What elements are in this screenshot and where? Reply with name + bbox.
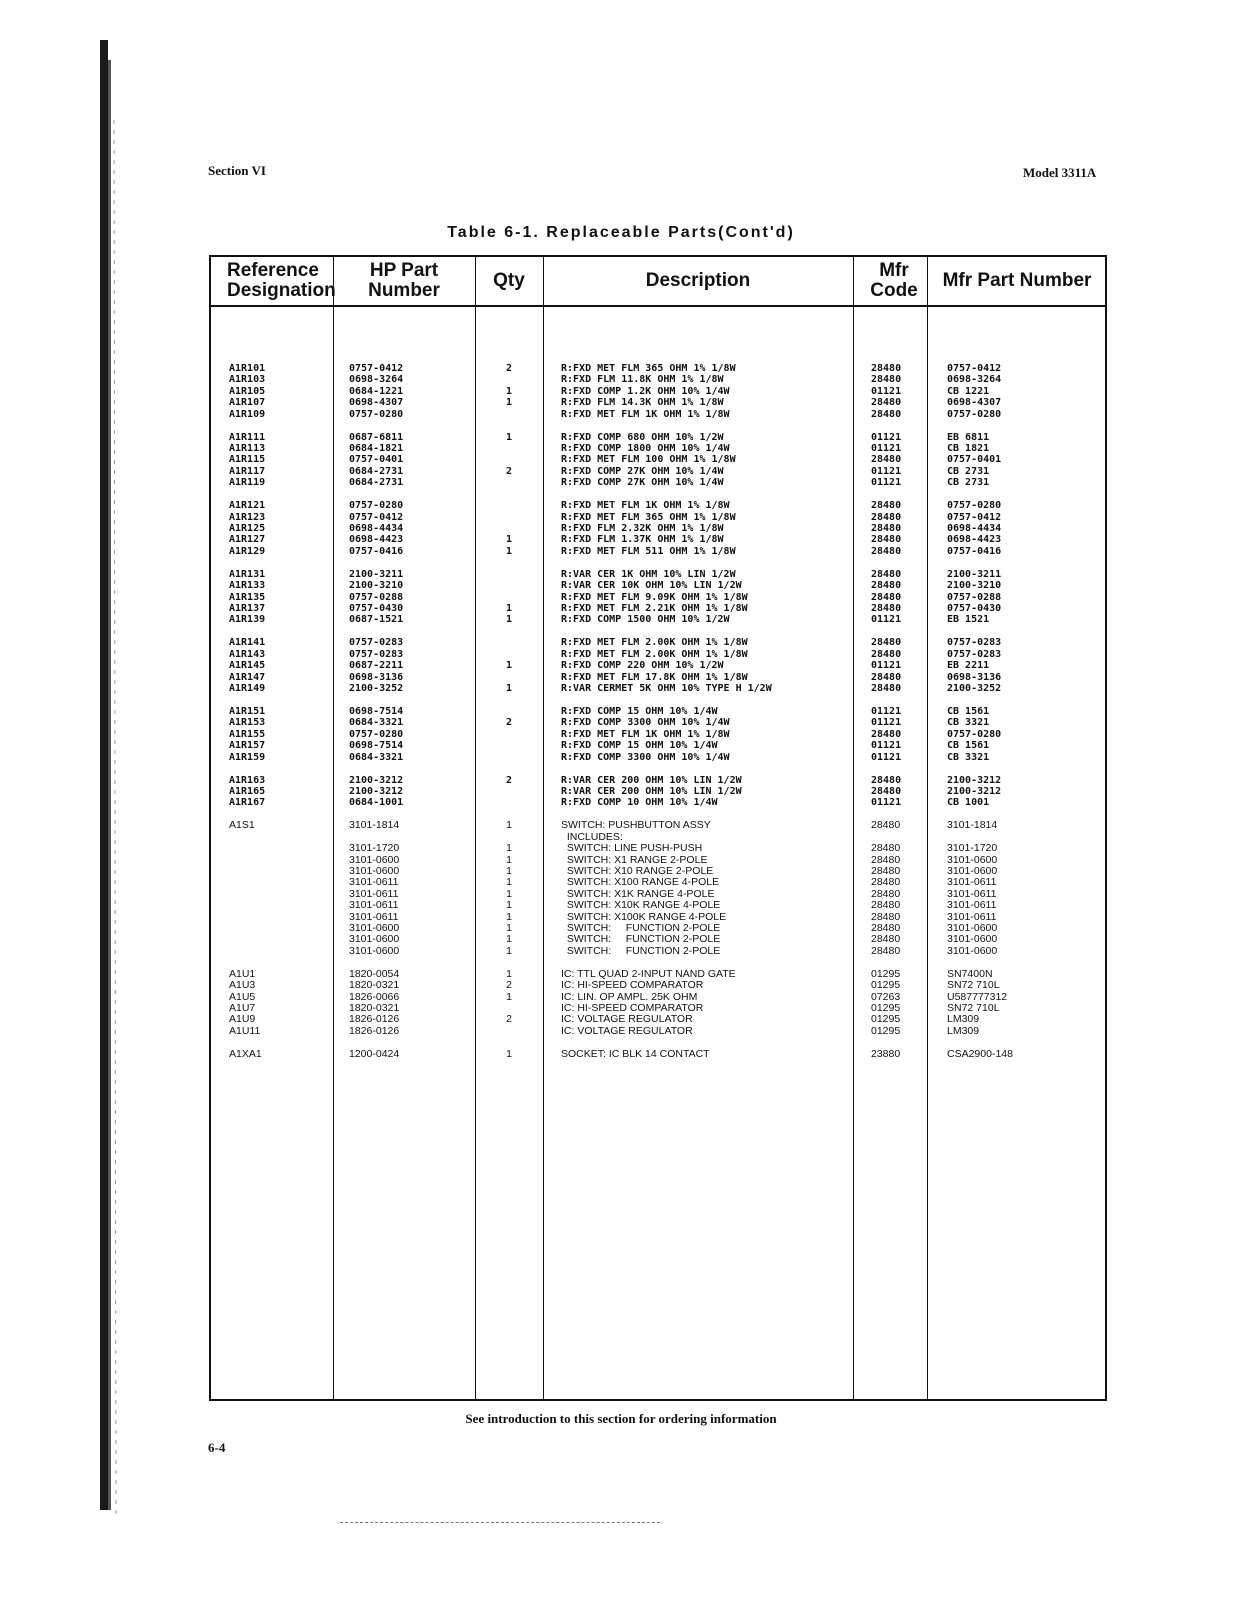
cell-hp: 3101-0600	[349, 865, 400, 877]
cell-ref: A1XA1	[229, 1047, 262, 1060]
cell-mfr: 01121	[871, 740, 902, 752]
cell-mfrpn: CB 3321	[947, 751, 990, 763]
cell-qty: 2	[505, 717, 513, 729]
cell-mfr: 01295	[871, 1013, 901, 1026]
cell-mfr: 23880	[871, 1047, 901, 1060]
cell-qty: 1	[506, 1047, 512, 1060]
cell-desc: R:VAR CER 200 OHM 10% LIN 1/2W	[561, 774, 742, 786]
cell-desc: IC: HI-SPEED COMPARATOR	[561, 1002, 704, 1014]
cell-mfrpn: 3101-0600	[947, 853, 998, 866]
cell-qty: 2	[506, 979, 512, 992]
cell-ref: A1R127	[229, 534, 266, 546]
cell-mfr: 01295	[871, 1024, 901, 1037]
cell-hp: 3101-0600	[349, 933, 400, 946]
cell-desc: R:FXD MET FLM 365 OHM 1% 1/8W	[561, 511, 736, 523]
cell-desc: SOCKET: IC BLK 14 CONTACT	[561, 1047, 710, 1060]
cell-hp: 3101-1814	[349, 819, 400, 832]
cell-ref: A1R123	[229, 511, 266, 523]
column-divider	[333, 257, 334, 1399]
cell-ref: A1R143	[229, 648, 266, 660]
cell-desc: R:VAR CERMET 5K OHM 10% TYPE H 1/2W	[561, 683, 772, 694]
table-title: Table 6-1. Replaceable Parts(Cont'd)	[447, 224, 795, 241]
cell-hp: 1200-0424	[349, 1047, 400, 1060]
cell-mfr: 01121	[871, 751, 902, 763]
cell-mfr: 28480	[871, 603, 902, 614]
cell-mfr: 28480	[871, 683, 902, 694]
scan-artifact	[340, 1522, 660, 1523]
cell-ref: A1R155	[229, 728, 266, 740]
cell-mfrpn: 3101-0611	[947, 876, 997, 889]
cell-mfrpn: SN72 710L	[947, 979, 1000, 992]
cell-desc: SWITCH: X1 RANGE 2-POLE	[561, 853, 708, 866]
cell-ref: A1R139	[229, 614, 266, 626]
cell-hp: 0757-0280	[349, 728, 404, 740]
cell-desc: R:VAR CER 1K OHM 10% LIN 1/2W	[561, 568, 736, 580]
cell-mfrpn: 3101-0600	[947, 865, 998, 877]
parts-table	[209, 255, 1107, 1401]
cell-mfr: 28480	[871, 637, 902, 649]
cell-mfr: 01121	[871, 385, 902, 397]
cell-mfrpn: CB 3321	[947, 717, 990, 729]
cell-mfrpn: 0757-0283	[947, 648, 1002, 660]
cell-mfr: 01121	[871, 717, 902, 729]
cell-mfrpn: 3101-0611	[947, 887, 997, 900]
cell-ref: A1R163	[229, 774, 266, 786]
cell-hp: 3101-0611	[349, 910, 399, 923]
cell-qty: 1	[506, 899, 512, 912]
cell-mfr: 28480	[871, 454, 902, 466]
cell-ref: A1R131	[229, 568, 266, 580]
cell-hp: 3101-0600	[349, 922, 400, 934]
cell-mfr: 01295	[871, 1002, 901, 1014]
cell-mfrpn: EB 2211	[947, 660, 990, 672]
cell-mfr: 28480	[871, 728, 902, 740]
cell-hp: 0757-0280	[349, 500, 404, 512]
cell-desc: SWITCH: X1K RANGE 4-POLE	[561, 887, 715, 900]
cell-mfr: 28480	[871, 500, 902, 512]
cell-desc: SWITCH: FUNCTION 2-POLE	[561, 922, 721, 934]
cell-desc: R:FXD COMP 10 OHM 10% 1/4W	[561, 797, 718, 809]
cell-mfrpn: 3101-0600	[947, 933, 998, 946]
cell-mfr: 01121	[871, 706, 902, 717]
cell-ref: A1R153	[229, 717, 266, 729]
cell-mfrpn: 0757-0288	[947, 591, 1002, 603]
cell-mfr: 28480	[871, 933, 901, 946]
cell-hp: 0757-0412	[349, 511, 404, 523]
cell-hp: 3101-1720	[349, 842, 400, 855]
cell-desc: SWITCH: X100K RANGE 4-POLE	[561, 910, 727, 923]
column-divider	[927, 257, 928, 1399]
cell-mfrpn: 3101-0611	[947, 899, 997, 912]
cell-qty: 1	[505, 660, 513, 672]
cell-ref: A1R159	[229, 751, 266, 763]
cell-ref: A1R109	[229, 408, 266, 420]
cell-hp: 0684-1221	[349, 385, 404, 397]
cell-mfr: 01121	[871, 660, 902, 672]
cell-mfr: 28480	[871, 944, 901, 957]
cell-mfr: 28480	[871, 853, 901, 866]
cell-hp: 0757-0283	[349, 637, 404, 649]
cell-mfrpn: SN7400N	[947, 967, 993, 980]
cell-mfrpn: 0757-0416	[947, 545, 1002, 557]
cell-mfr: 01295	[871, 967, 901, 980]
header-rule	[211, 305, 1105, 307]
cell-qty: 1	[506, 967, 512, 980]
cell-qty: 1	[505, 431, 513, 443]
cell-desc: R:FXD MET FLM 2.00K OHM 1% 1/8W	[561, 637, 748, 649]
cell-ref: A1U5	[229, 990, 256, 1003]
cell-ref: A1R151	[229, 706, 266, 717]
cell-mfrpn: EB 6811	[947, 431, 990, 443]
cell-mfrpn: U587777312	[947, 990, 1008, 1003]
cell-desc: R:FXD COMP 15 OHM 10% 1/4W	[561, 740, 718, 752]
cell-mfr: 28480	[871, 568, 902, 580]
cell-qty: 1	[506, 819, 512, 832]
cell-hp: 2100-3212	[349, 786, 404, 797]
cell-mfrpn: 0698-4307	[947, 397, 1002, 409]
cell-hp: 0757-0416	[349, 545, 404, 557]
cell-desc: R:FXD MET FLM 2.21K OHM 1% 1/8W	[561, 603, 748, 614]
cell-ref: A1R113	[229, 443, 266, 454]
cell-hp: 0687-1521	[349, 614, 404, 626]
cell-qty: 1	[505, 614, 513, 626]
cell-hp: 0698-4423	[349, 534, 404, 546]
cell-desc: R:VAR CER 200 OHM 10% LIN 1/2W	[561, 786, 742, 797]
cell-desc: R:VAR CER 10K OHM 10% LIN 1/2W	[561, 580, 742, 592]
cell-mfrpn: 2100-3210	[947, 580, 1002, 592]
cell-mfr: 28480	[871, 786, 902, 797]
cell-mfr: 07263	[871, 990, 901, 1003]
cell-mfrpn: 2100-3252	[947, 683, 1002, 694]
cell-mfrpn: 3101-0600	[947, 922, 998, 934]
cell-mfrpn: 3101-0600	[947, 944, 998, 957]
cell-hp: 3101-0611	[349, 887, 399, 900]
cell-desc: R:FXD COMP 1500 OHM 10% 1/2W	[561, 614, 730, 626]
cell-desc: R:FXD COMP 1.2K OHM 10% 1/4W	[561, 385, 730, 397]
cell-desc: R:FXD MET FLM 1K OHM 1% 1/8W	[561, 408, 730, 420]
cell-mfr: 28480	[871, 819, 901, 832]
cell-hp: 0757-0288	[349, 591, 404, 603]
cell-desc: R:FXD COMP 15 OHM 10% 1/4W	[561, 706, 718, 717]
cell-desc: R:FXD MET FLM 17.8K OHM 1% 1/8W	[561, 671, 748, 683]
cell-mfrpn: 0698-3136	[947, 671, 1002, 683]
cell-qty: 1	[506, 887, 512, 900]
cell-desc: R:FXD COMP 220 OHM 10% 1/2W	[561, 660, 724, 672]
cell-desc: R:FXD COMP 3300 OHM 10% 1/4W	[561, 751, 730, 763]
cell-mfrpn: 2100-3212	[947, 774, 1002, 786]
cell-mfrpn: 3101-1720	[947, 842, 998, 855]
cell-desc: IC: TTL QUAD 2-INPUT NAND GATE	[561, 967, 736, 980]
cell-mfr: 28480	[871, 842, 901, 855]
cell-desc: IC: VOLTAGE REGULATOR	[561, 1024, 693, 1037]
cell-hp: 0687-2211	[349, 660, 404, 672]
cell-desc: R:FXD MET FLM 9.09K OHM 1% 1/8W	[561, 591, 748, 603]
cell-mfrpn: 3101-1814	[947, 819, 998, 832]
cell-mfrpn: EB 1521	[947, 614, 990, 626]
cell-mfr: 01121	[871, 797, 902, 809]
cell-desc: R:FXD FLM 11.8K OHM 1% 1/8W	[561, 374, 724, 386]
cell-qty: 1	[506, 876, 512, 889]
cell-desc: R:FXD FLM 1.37K OHM 1% 1/8W	[561, 534, 724, 546]
cell-ref: A1R129	[229, 545, 266, 557]
cell-hp: 0698-7514	[349, 740, 404, 752]
cell-mfrpn: LM309	[947, 1024, 980, 1037]
cell-desc: SWITCH: PUSHBUTTON ASSY	[561, 819, 711, 832]
cell-mfr: 28480	[871, 363, 902, 374]
cell-desc: R:FXD COMP 27K OHM 10% 1/4W	[561, 477, 724, 489]
header-reference-designation: Reference Designation	[227, 260, 336, 301]
cell-qty: 1	[506, 910, 512, 923]
cell-mfr: 28480	[871, 511, 902, 523]
cell-mfrpn: 0757-0280	[947, 728, 1002, 740]
cell-mfrpn: 0757-0412	[947, 511, 1002, 523]
cell-ref: A1U1	[229, 967, 256, 980]
cell-desc: R:FXD MET FLM 511 OHM 1% 1/8W	[561, 545, 736, 557]
header-mfr-part-number: Mfr Part Number	[942, 270, 1092, 291]
cell-hp: 0757-0412	[349, 363, 404, 374]
cell-ref: A1R145	[229, 660, 266, 672]
cell-desc: SWITCH: FUNCTION 2-POLE	[561, 944, 721, 957]
cell-mfr: 28480	[871, 591, 902, 603]
cell-qty: 2	[506, 1013, 512, 1026]
cell-desc: IC: HI-SPEED COMPARATOR	[561, 979, 704, 992]
cell-hp: 0684-1001	[349, 797, 404, 809]
cell-desc: SWITCH: X10K RANGE 4-POLE	[561, 899, 721, 912]
header-description: Description	[645, 270, 751, 291]
header-qty: Qty	[493, 270, 525, 291]
cell-desc: R:FXD MET FLM 365 OHM 1% 1/8W	[561, 363, 736, 374]
cell-mfr: 01121	[871, 614, 902, 626]
cell-hp: 0684-3321	[349, 751, 404, 763]
cell-mfrpn: 2100-3212	[947, 786, 1002, 797]
cell-hp: 0684-2731	[349, 465, 404, 477]
cell-ref: A1R165	[229, 786, 266, 797]
cell-desc: INCLUDES:	[561, 830, 623, 843]
cell-ref: A1U7	[229, 1002, 256, 1014]
column-divider	[543, 257, 544, 1399]
cell-qty: 1	[506, 853, 512, 866]
cell-mfrpn: 0698-4423	[947, 534, 1002, 546]
cell-mfr: 28480	[871, 887, 901, 900]
cell-mfrpn: CB 1561	[947, 706, 990, 717]
section-label: Section VI	[208, 163, 266, 178]
cell-ref: A1R101	[229, 363, 266, 374]
cell-qty: 1	[506, 933, 512, 946]
cell-hp: 1826-0066	[349, 990, 400, 1003]
cell-qty: 1	[506, 944, 512, 957]
cell-hp: 0684-3321	[349, 717, 404, 729]
cell-hp: 2100-3212	[349, 774, 404, 786]
cell-qty: 2	[505, 363, 513, 374]
cell-mfr: 01121	[871, 431, 902, 443]
cell-hp: 0757-0283	[349, 648, 404, 660]
cell-hp: 3101-0611	[349, 876, 399, 889]
cell-hp: 1820-0321	[349, 979, 400, 992]
cell-mfr: 28480	[871, 545, 902, 557]
cell-desc: R:FXD MET FLM 1K OHM 1% 1/8W	[561, 728, 730, 740]
cell-desc: SWITCH: LINE PUSH-PUSH	[561, 842, 703, 855]
cell-desc: R:FXD FLM 14.3K OHM 1% 1/8W	[561, 397, 724, 409]
cell-mfr: 28480	[871, 534, 902, 546]
cell-mfr: 28480	[871, 899, 901, 912]
cell-ref: A1R105	[229, 385, 266, 397]
cell-hp: 0687-6811	[349, 431, 404, 443]
cell-desc: R:FXD COMP 3300 OHM 10% 1/4W	[561, 717, 730, 729]
cell-mfrpn: 2100-3211	[947, 568, 1002, 580]
cell-desc: R:FXD COMP 1800 OHM 10% 1/4W	[561, 443, 730, 454]
cell-ref: A1U11	[229, 1024, 261, 1037]
cell-mfrpn: 0757-0430	[947, 603, 1002, 614]
cell-qty: 1	[506, 865, 512, 877]
cell-ref: A1R137	[229, 603, 266, 614]
cell-hp: 0698-3136	[349, 671, 404, 683]
cell-mfr: 01295	[871, 979, 901, 992]
cell-mfrpn: 0757-0280	[947, 500, 1002, 512]
cell-desc: IC: LIN. OP AMPL. 25K OHM	[561, 990, 698, 1003]
cell-ref: A1U9	[229, 1013, 256, 1026]
cell-hp: 0757-0430	[349, 603, 404, 614]
cell-hp: 1820-0321	[349, 1002, 400, 1014]
cell-mfrpn: CB 1001	[947, 797, 990, 809]
cell-mfr: 01121	[871, 465, 902, 477]
cell-ref: A1R133	[229, 580, 266, 592]
cell-mfrpn: CB 2731	[947, 477, 990, 489]
cell-mfrpn: CSA2900-148	[947, 1047, 1013, 1060]
cell-ref: A1R125	[229, 523, 266, 534]
cell-qty: 1	[506, 990, 512, 1003]
cell-desc: SWITCH: X100 RANGE 4-POLE	[561, 876, 720, 889]
page-binding-shadow	[100, 40, 140, 1530]
page-number: 6-4	[208, 1440, 226, 1455]
cell-mfrpn: CB 1561	[947, 740, 990, 752]
cell-ref: A1R119	[229, 477, 266, 489]
column-divider	[853, 257, 854, 1399]
cell-ref: A1R149	[229, 683, 266, 694]
cell-hp: 3101-0611	[349, 899, 399, 912]
cell-hp: 0684-1821	[349, 443, 404, 454]
cell-qty: 1	[505, 603, 513, 614]
cell-mfrpn: CB 1821	[947, 443, 990, 454]
cell-mfrpn: LM309	[947, 1013, 980, 1026]
cell-hp: 0698-7514	[349, 706, 404, 717]
cell-ref: A1R107	[229, 397, 266, 409]
cell-hp: 0698-3264	[349, 374, 404, 386]
ordering-note: See introduction to this section for ordering information	[465, 1411, 777, 1426]
cell-qty: 1	[505, 385, 513, 397]
cell-hp: 1826-0126	[349, 1024, 400, 1037]
cell-mfr: 28480	[871, 865, 901, 877]
cell-mfr: 28480	[871, 774, 902, 786]
cell-ref: A1R117	[229, 465, 266, 477]
cell-mfrpn: 3101-0611	[947, 910, 997, 923]
cell-mfrpn: 0757-0283	[947, 637, 1002, 649]
cell-mfr: 01121	[871, 443, 902, 454]
cell-qty: 1	[505, 683, 513, 694]
cell-desc: R:FXD COMP 27K OHM 10% 1/4W	[561, 465, 724, 477]
cell-desc: R:FXD FLM 2.32K OHM 1% 1/8W	[561, 523, 724, 534]
cell-mfr: 01121	[871, 477, 902, 489]
cell-mfrpn: 0698-4434	[947, 523, 1002, 534]
cell-mfr: 28480	[871, 922, 901, 934]
cell-ref: A1R103	[229, 374, 266, 386]
cell-desc: R:FXD COMP 680 OHM 10% 1/2W	[561, 431, 724, 443]
cell-hp: 0698-4434	[349, 523, 404, 534]
cell-ref: A1R115	[229, 454, 266, 466]
cell-hp: 0698-4307	[349, 397, 404, 409]
cell-ref: A1R167	[229, 797, 266, 809]
cell-hp: 3101-0600	[349, 944, 400, 957]
cell-mfr: 28480	[871, 374, 902, 386]
cell-ref: A1R111	[229, 431, 266, 443]
cell-mfrpn: CB 2731	[947, 465, 990, 477]
cell-hp: 2100-3211	[349, 568, 404, 580]
cell-mfr: 28480	[871, 408, 902, 420]
cell-hp: 1820-0054	[349, 967, 400, 980]
header-mfr-code: Mfr Code	[870, 260, 918, 301]
cell-qty: 2	[505, 465, 513, 477]
cell-ref: A1R147	[229, 671, 266, 683]
cell-ref: A1R135	[229, 591, 266, 603]
cell-desc: R:FXD MET FLM 1K OHM 1% 1/8W	[561, 500, 730, 512]
cell-ref: A1R121	[229, 500, 266, 512]
cell-hp: 0757-0280	[349, 408, 404, 420]
cell-hp: 3101-0600	[349, 853, 400, 866]
cell-hp: 0757-0401	[349, 454, 404, 466]
cell-desc: SWITCH: X10 RANGE 2-POLE	[561, 865, 714, 877]
model-label: Model 3311A	[1023, 165, 1097, 180]
cell-desc: R:FXD MET FLM 100 OHM 1% 1/8W	[561, 454, 736, 466]
cell-mfr: 28480	[871, 397, 902, 409]
cell-mfrpn: 0757-0401	[947, 454, 1002, 466]
cell-qty: 1	[505, 534, 513, 546]
cell-mfr: 28480	[871, 671, 902, 683]
cell-mfrpn: 0757-0280	[947, 408, 1002, 420]
cell-mfrpn: CB 1221	[947, 385, 990, 397]
cell-hp: 0684-2731	[349, 477, 404, 489]
cell-qty: 2	[505, 774, 513, 786]
cell-desc: SWITCH: FUNCTION 2-POLE	[561, 933, 721, 946]
cell-mfr: 28480	[871, 580, 902, 592]
header-hp-part-number: HP Part Number	[368, 260, 440, 301]
cell-hp: 2100-3210	[349, 580, 404, 592]
cell-mfrpn: 0757-0412	[947, 363, 1002, 374]
cell-qty: 1	[506, 922, 512, 934]
cell-desc: R:FXD MET FLM 2.00K OHM 1% 1/8W	[561, 648, 748, 660]
cell-mfr: 28480	[871, 876, 901, 889]
cell-ref: A1R157	[229, 740, 266, 752]
cell-desc: IC: VOLTAGE REGULATOR	[561, 1013, 693, 1026]
cell-ref: A1U3	[229, 979, 256, 992]
cell-qty: 1	[506, 842, 512, 855]
cell-hp: 1826-0126	[349, 1013, 400, 1026]
cell-ref: A1R141	[229, 637, 266, 649]
cell-mfr: 28480	[871, 910, 901, 923]
cell-qty: 1	[505, 397, 513, 409]
cell-ref: A1S1	[229, 819, 255, 832]
cell-mfr: 28480	[871, 648, 902, 660]
cell-qty: 1	[505, 545, 513, 557]
cell-mfr: 28480	[871, 523, 902, 534]
cell-hp: 2100-3252	[349, 683, 404, 694]
cell-mfrpn: 0698-3264	[947, 374, 1002, 386]
cell-mfrpn: SN72 710L	[947, 1002, 1000, 1014]
